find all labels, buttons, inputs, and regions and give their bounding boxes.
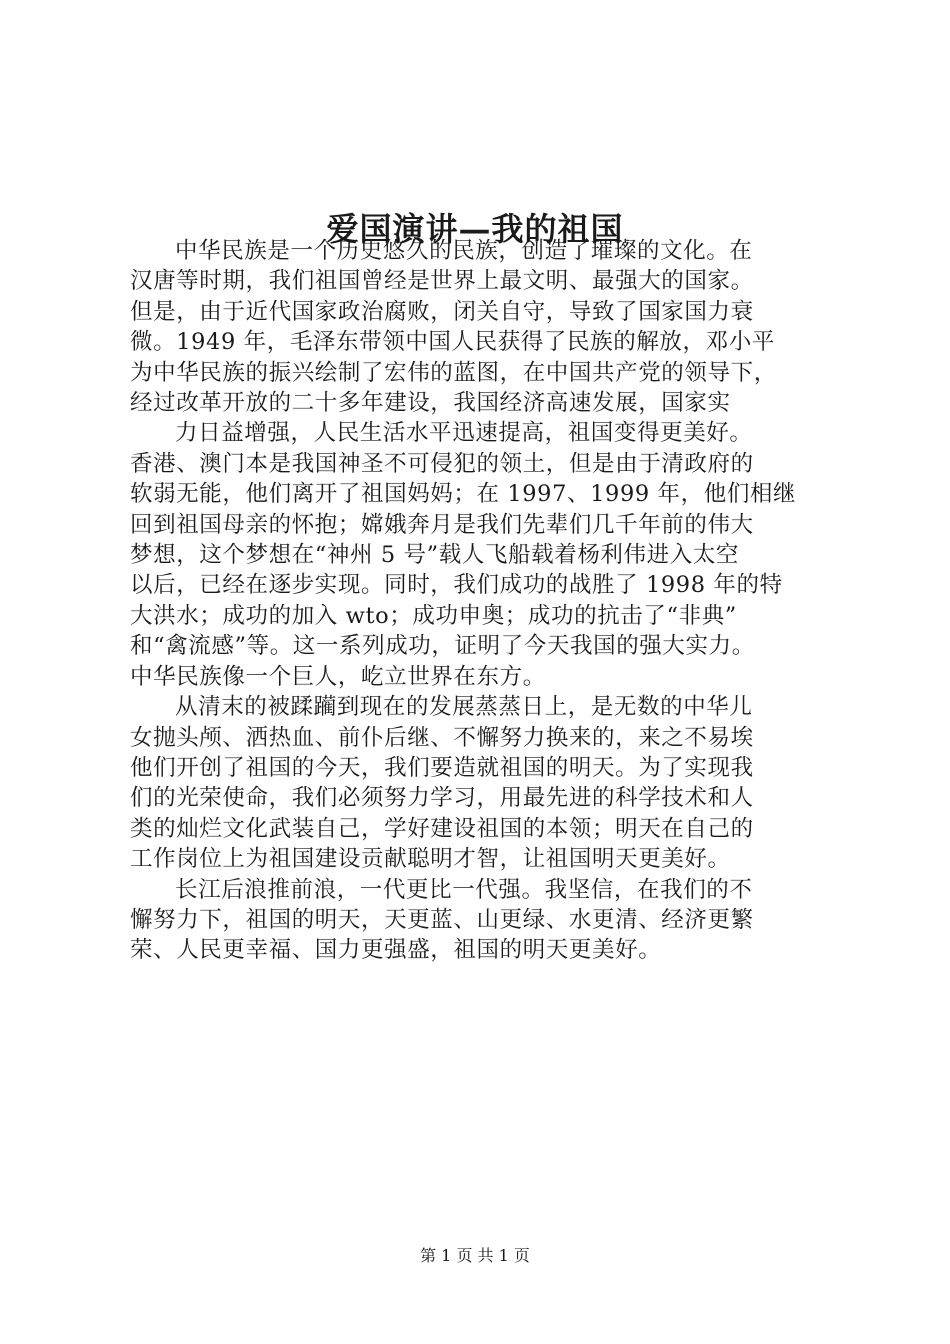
text-line: 长江后浪推前浪，一代更比一代强。我坚信，在我们的不 [175, 876, 753, 903]
text-line: 女抛头颅、洒热血、前仆后继、不懈努力换来的，来之不易埃 [130, 724, 754, 751]
text-line: 他们开创了祖国的今天，我们要造就祖国的明天。为了实现我 [130, 754, 754, 781]
paragraph-1 [130, 236, 846, 418]
text-line: 类的灿烂文化武装自己，学好建设祖国的本领；明天在自己的 [130, 815, 754, 842]
text-line: 荣、人民更幸福、国力更强盛，祖国的明天更美好。 [130, 937, 662, 964]
text-line: 微。1949 年，毛泽东带领中国人民获得了民族的解放，邓小平 [130, 329, 775, 356]
text-line: 中华民族是一个历史悠久的民族，创造了璀璨的文化。在 [175, 238, 753, 264]
text-line: 力日益增强，人民生活水平迅速提高，祖国变得更美好。 [175, 420, 753, 447]
text-line: 软弱无能，他们离开了祖国妈妈；在 1997、1999 年，他们相继 [130, 481, 797, 508]
text-line: 经过改革开放的二十多年建设，我国经济高速发展，国家实 [130, 390, 731, 417]
paragraph-2 [130, 418, 846, 692]
text-line: 大洪水；成功的加入 wto；成功申奥；成功的抗击了“非典” [130, 602, 737, 629]
text-line: 梦想，这个梦想在“神州 5 号”载人飞船载着杨利伟进入太空 [130, 542, 740, 569]
text-line: 香港、澳门本是我国神圣不可侵犯的领土，但是由于清政府的 [130, 450, 754, 477]
paragraph-4 [130, 875, 846, 966]
text-line: 但是，由于近代国家政治腐败，闭关自守，导致了国家国力衰 [130, 298, 754, 325]
text-line: 中华民族像一个巨人，屹立世界在东方。 [130, 663, 546, 690]
text-line: 懈努力下，祖国的明天，天更蓝、山更绿、水更清、经济更繁 [130, 906, 754, 933]
text-line: 和“禽流感”等。这一系列成功，证明了今天我国的强大实力。 [130, 633, 755, 660]
text-line: 们的光荣使命，我们必须努力学习，用最先进的科学技术和人 [130, 785, 754, 812]
paragraph-3 [130, 692, 846, 874]
text-line: 工作岗位上为祖国建设贡献聪明才智，让祖国明天更美好。 [130, 846, 731, 873]
document-body [130, 236, 846, 966]
document-title: 爱国演讲—我的祖国 [326, 210, 624, 249]
text-line: 以后，已经在逐步实现。同时，我们成功的战胜了 1998 年的特 [130, 572, 783, 599]
page-footer: 第 1 页 共 1 页 [420, 1246, 530, 1265]
text-line: 为中华民族的振兴绘制了宏伟的蓝图，在中国共产党的领导下， [130, 359, 777, 386]
text-line: 从清末的被蹂躏到现在的发展蒸蒸日上，是无数的中华儿 [175, 694, 753, 721]
text-line: 汉唐等时期，我们祖国曾经是世界上最文明、最强大的国家。 [130, 268, 754, 295]
text-line: 回到祖国母亲的怀抱；嫦娥奔月是我们先辈们几千年前的伟大 [130, 511, 754, 538]
